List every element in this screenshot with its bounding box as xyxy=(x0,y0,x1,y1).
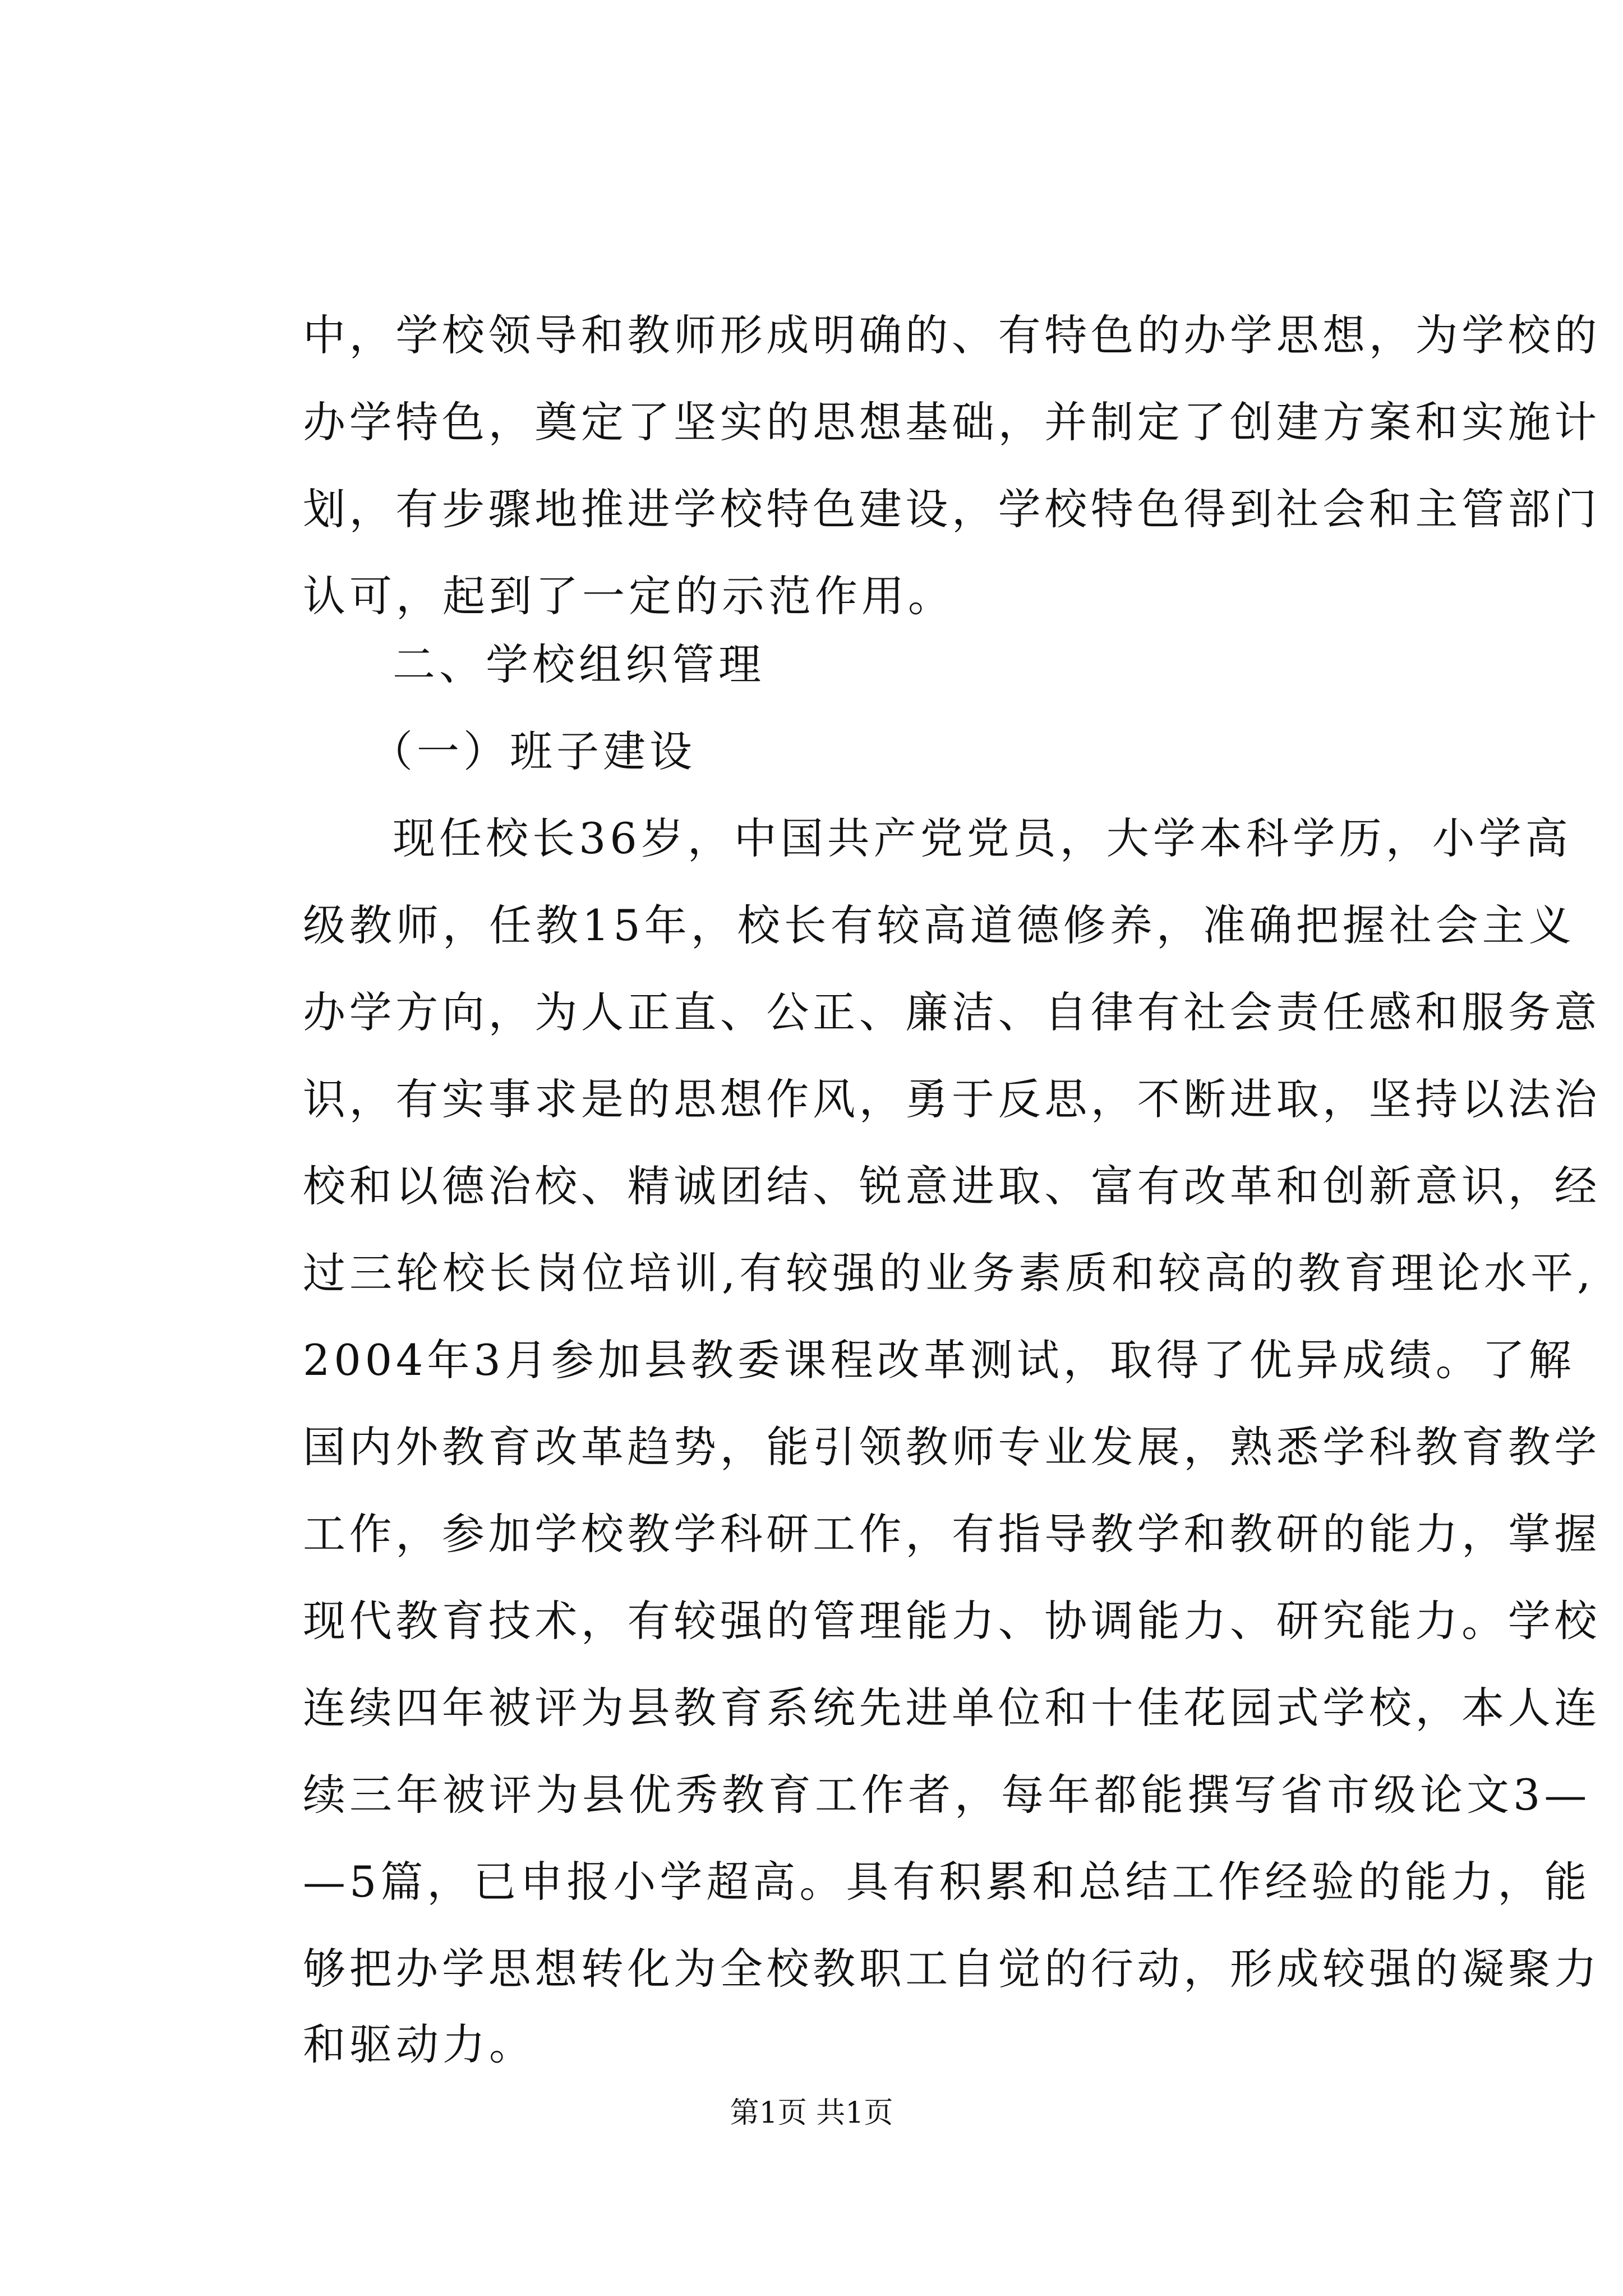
section-heading xyxy=(393,637,765,693)
text-line-14: 国内外教育改革趋势，能引领教师专业发展，熟悉学科教育教学 xyxy=(303,1422,1601,1472)
text-line-8: 级教师，任教15年，校长有较高道德修养，准确把握社会主义 xyxy=(303,900,1575,950)
text-line-12: 过三轮校长岗位培训,有较强的业务素质和较高的教育理论水平, xyxy=(303,1248,1595,1298)
text-line-2: 办学特色，奠定了坚实的思想基础，并制定了创建方案和实施计 xyxy=(303,397,1601,447)
text-line-19: —5篇，已申报小学超高。具有积累和总结工作经验的能力，能 xyxy=(303,1857,1591,1907)
text-line-16: 现代教育技术，有较强的管理能力、协调能力、研究能力。学校 xyxy=(303,1596,1601,1646)
section-heading-text: 二、学校组织管理 xyxy=(393,639,765,689)
text-line-4: 认可，起到了一定的示范作用。 xyxy=(303,571,955,621)
page-footer xyxy=(0,2093,1623,2133)
text-line-9: 办学方向，为人正直、公正、廉洁、自律有社会责任感和服务意 xyxy=(303,987,1601,1037)
page-number: 第1页 共1页 xyxy=(730,2096,893,2130)
text-line-18: 续三年被评为县优秀教育工作者，每年都能撰写省市级论文3— xyxy=(303,1770,1591,1820)
text-line-15: 工作，参加学校教学科研工作，有指导教学和教研的能力，掌握 xyxy=(303,1509,1601,1559)
text-line-10: 识，有实事求是的思想作风，勇于反思，不断进取，坚持以法治 xyxy=(303,1074,1601,1124)
text-line-3: 划，有步骤地推进学校特色建设，学校特色得到社会和主管部门 xyxy=(303,484,1601,534)
text-line-11: 校和以德治校、精诚团结、锐意进取、富有改革和创新意识，经 xyxy=(303,1161,1601,1211)
text-line-20: 够把办学思想转化为全校教职工自觉的行动，形成较强的凝聚力 xyxy=(303,1944,1601,1994)
subsection-heading: （一）班子建设 xyxy=(370,726,696,776)
text-line-7: 现任校长36岁，中国共产党党员，大学本科学历，小学高 xyxy=(393,813,1572,863)
text-line-17: 连续四年被评为县教育系统先进单位和十佳花园式学校，本人连 xyxy=(303,1683,1601,1733)
text-line-13: 2004年3月参加县教委课程改革测试，取得了优异成绩。了解 xyxy=(303,1335,1575,1385)
text-line-21: 和驱动力。 xyxy=(303,2019,536,2069)
text-line-1: 中，学校领导和教师形成明确的、有特色的办学思想，为学校的 xyxy=(303,310,1601,360)
